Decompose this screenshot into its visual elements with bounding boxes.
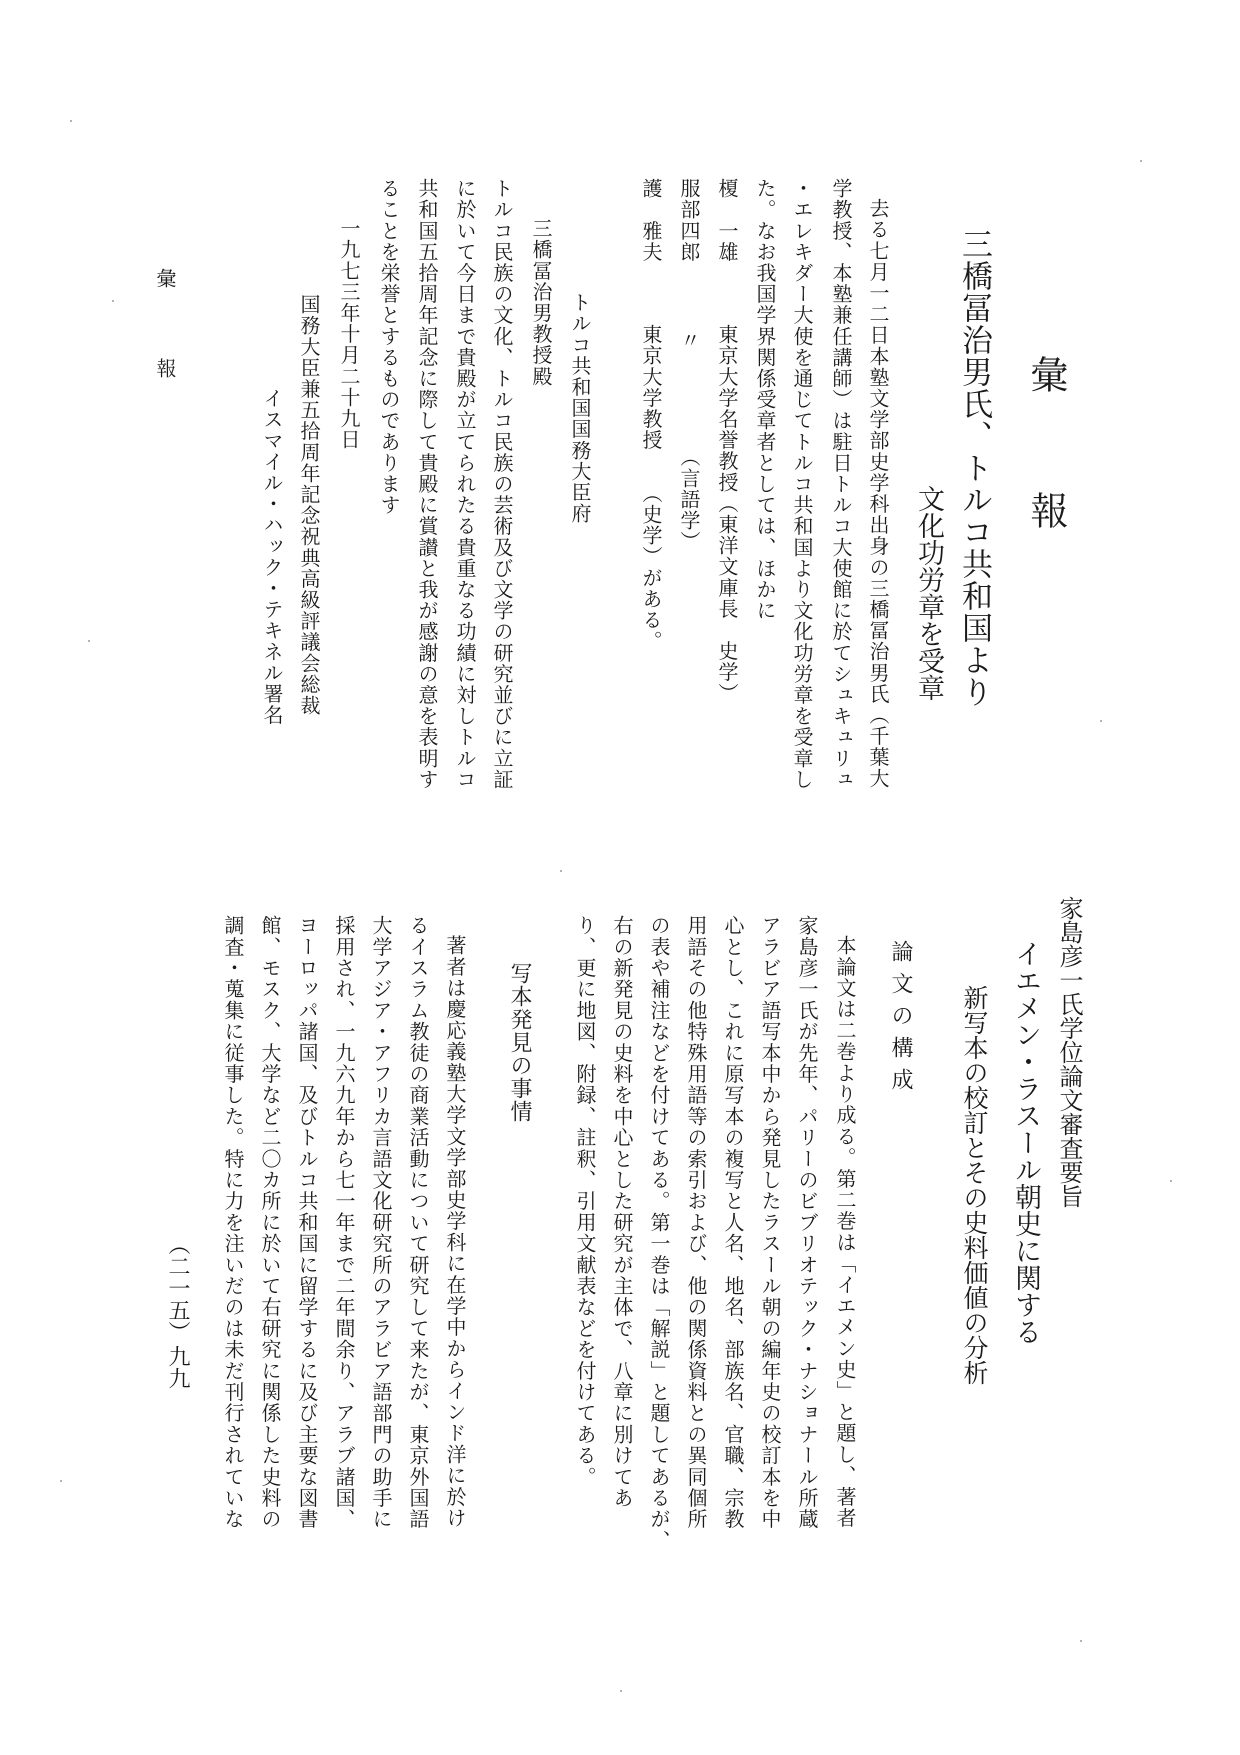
scan-speck [70, 120, 72, 122]
section-body-line: り、更に地図、附録、註釈、引用文献表などを付けてある。 [573, 915, 597, 1488]
page-number: 九九 [165, 1345, 190, 1389]
section-body-line: 大学アジア・アフリカ言語文化研究所のアラビア語部門の助手に [369, 915, 393, 1530]
scan-speck [1170, 1180, 1172, 1182]
citation-text-line: トルコ民族の文化、トルコ民族の芸術及び文学の研究並びに立証 [490, 178, 514, 790]
section-body-line: 本論文は二巻より成る。第二巻は「イエメン史」と題し、著者 [833, 935, 857, 1529]
announcement-body-line: 去る七月一二日本塾文学部史学科出身の三橋冨治男氏（千葉大 [866, 198, 890, 789]
section-body-line: 心とし、これに原写本の複写と人名、地名、部族名、官職、宗教 [721, 915, 745, 1530]
thesis-heading-line1: イエメン・ラスール朝史に関する [1010, 940, 1041, 1345]
section-body-line: 右の新発見の史料を中心とした研究が主体で、八章に別けてあ [610, 915, 634, 1509]
scan-speck [1140, 160, 1142, 162]
section-body-line: 著者は慶応義塾大学文学部史学科に在学中からインド洋に於け [443, 935, 467, 1529]
section-body-line: アラビア語写本中から発見したラスール朝の編年史の校訂本を中 [758, 915, 782, 1530]
signatory-name: イスマイル・ハック・テキネル署名 [260, 388, 284, 726]
scan-speck [112, 300, 114, 302]
recipient-name: 榎 一雄 [715, 178, 739, 263]
section-body-line: の表や補注などを付けてある。第一巻は「解説」と題してあるが、 [647, 915, 671, 1551]
scan-speck [560, 870, 562, 872]
recipient-title: 〃 （言語学） [677, 330, 701, 553]
citation-text-line: に於いて今日まで貴殿が立てられたる貴重なる功績に対しトルコ [453, 178, 477, 790]
section-body-line: 用語その他特殊用語等の索引および、他の関係資料との異同個所 [684, 915, 708, 1530]
scan-speck [88, 640, 90, 642]
section-page-number: （二一五） [165, 1233, 190, 1343]
section-body-line: 家島彦一氏が先年、パリーのビブリオテック・ナショナール所蔵 [795, 915, 819, 1530]
section-body-line: ヨーロッパ諸国、及びトルコ共和国に留学するに及び主要な図書 [295, 915, 319, 1530]
announcement-body-line: た。なお我国学界関係受章者としては、ほかに [753, 178, 777, 622]
signatory-title: 国務大臣兼五拾周年記念祝典高級評議会総裁 [297, 294, 321, 716]
section-heading: 写本発見の事情 [507, 962, 532, 1123]
citation-date: 一九七三年十月二十九日 [337, 218, 361, 451]
section-body-line: 館、モスク、大学など二〇カ所に於いて右研究に関係した史料の [258, 915, 282, 1530]
recipient-title: 東京大学名誉教授（東洋文庫長 史学） [715, 324, 739, 704]
scan-speck [60, 1480, 62, 1482]
masthead: 彙 報 [1024, 355, 1068, 559]
section-heading: 論文の構成 [888, 940, 913, 1100]
section-body-line: 調査・蒐集に従事した。特に力を注いだのは未だ刊行されていな [221, 915, 245, 1530]
scan-speck [1100, 720, 1102, 722]
recipient-name: 護 雅夫 [639, 178, 663, 263]
thesis-heading-line2: 新写本の校訂とその史料価値の分析 [960, 985, 989, 1385]
announcement-body-line: ・エレキダー大使を通じてトルコ共和国より文化功労章を受章し [790, 178, 814, 790]
section-body-line: 採用され、一九六九年から七一年まで二年間余り、アラブ諸国、 [332, 915, 356, 1530]
announcement-body-line: 学教授、本塾兼任講師）は駐日トルコ大使館に於てシュキュリュ [829, 178, 853, 790]
scan-speck [620, 1690, 622, 1692]
announcement-subheadline: 文化功労章を受章 [913, 485, 944, 701]
recipient-name: 服部四郎 [677, 178, 701, 263]
scan-speck [1080, 1640, 1082, 1642]
running-head: 彙報 [153, 268, 177, 448]
citation-addressee: 三橋冨治男教授殿 [529, 218, 553, 387]
recipient-title: 東京大学教授 （史学）がある。 [639, 324, 663, 652]
citation-issuer: トルコ共和国国務大臣府 [568, 292, 592, 525]
citation-text-line: 共和国五拾周年記念に際して貴殿に賞讃と我が感謝の意を表明す [415, 178, 439, 790]
announcement-headline: 三橋冨治男氏、トルコ共和国より [956, 228, 992, 708]
citation-text-line: ることを栄誉とするものであります [377, 178, 401, 516]
section-body-line: るイスラム教徒の商業活動について研究して来たが、東京外国語 [406, 915, 430, 1530]
thesis-title: 家島彦一氏学位論文審査要旨 [1055, 896, 1083, 1208]
